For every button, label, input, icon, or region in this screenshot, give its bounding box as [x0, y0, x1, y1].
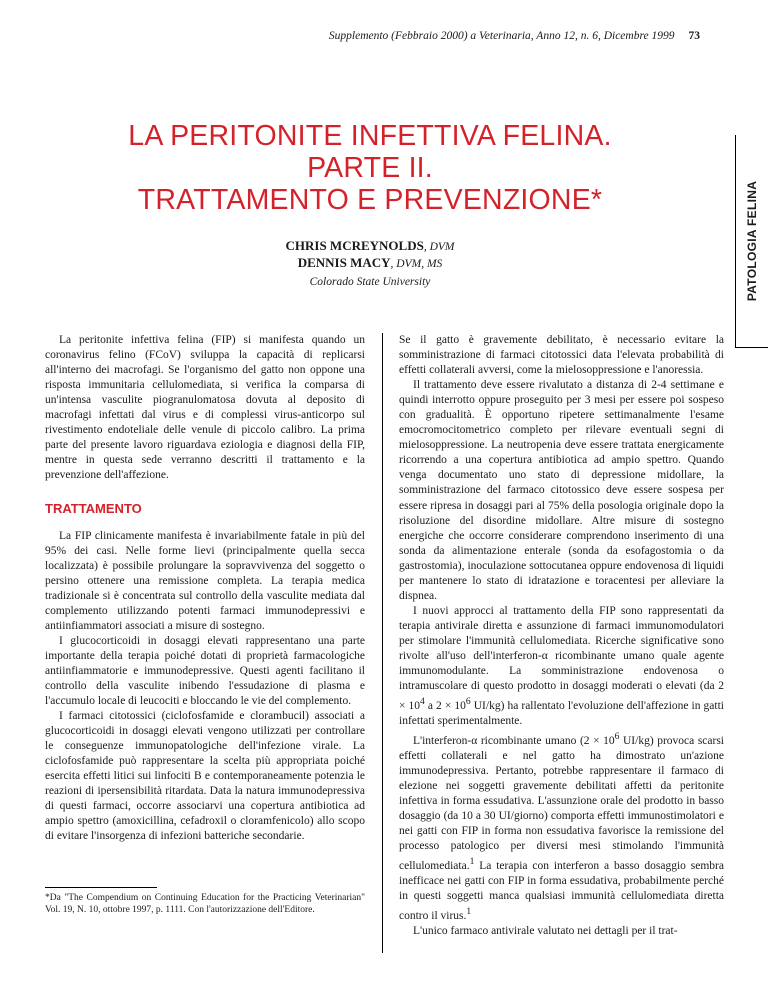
intro-paragraph: La peritonite infettiva felina (FIP) si manifesta quando un coronavirus felino (FCoV) sviluppa la capacità di replicarsi all'interno dei macrofagi. Se l'organismo del gatto non oppone una risposta immunitaria cellulomediata, si verifica la comparsa di un'intensa vasculite piogranulomatosa dovuta al deposito di macrofagi infettati dal virus e di complessi virus-anticorpo sul rivestimento endoteliale delle venule di piccolo calibro. La prima parte del presente lavoro riguardava eziologia e diagnosi della FIP, mentre in questa sede verranno descritti il trattamento e la prevenzione dell'affezione.	[45, 334, 365, 482]
exponent: 4	[420, 696, 425, 708]
body-paragraph: Se il gatto è gravemente debilitato, è necessario evitare la somministrazione di farmaci citotossici data l'elevata probabilità di effetti collaterali avversi, come la mielosoppressione e l'anoressia.	[399, 334, 724, 377]
section-heading-trattamento: TRATTAMENTO	[45, 501, 142, 517]
title-line-1: LA PERITONITE INFETTIVA FELINA.	[128, 120, 612, 152]
title-line-2: PARTE II.	[307, 152, 433, 184]
right-column	[399, 333, 724, 939]
text-run: L'interferon-α ricombinante umano (2 × 10	[413, 734, 615, 747]
body-paragraph	[399, 604, 724, 729]
body-paragraph: I farmaci citotossici (ciclofosfamide e clorambucil) associati a glucocorticoidi in dosaggi elevati vengono utilizzati per controllare le conseguenze immunopatologiche dell'infezione virale. La ciclofosfamide può rappresentare la scelta più appropriata poiché esercita effetti litici sui linfociti B e contemporaneamente potenzia le reazioni di ipersensibilità ritardata. Data la natura immunodepressiva di questi farmaci, occorre associarvi una copertura antibiotica ad ampio spettro (amoxicillina, cefadroxil o cloramfenicolo) allo scopo di evitare l'insorgenza di infezioni batteriche secondarie.	[45, 710, 365, 843]
body-paragraph	[399, 729, 724, 924]
exponent: 6	[614, 731, 620, 743]
reference-marker: 1	[466, 906, 472, 918]
author-1-name: CHRIS MCREYNOLDS	[285, 238, 424, 253]
footnote-rule	[45, 887, 157, 888]
author-1-degree: , DVM	[423, 241, 455, 253]
reference-marker: 1	[469, 856, 475, 868]
text-run: La terapia con interferon a basso dosaggio sembra inefficace nei gatti con FIP in forma essudativa, probabilmente perché in questi soggetti manca qualsiasi immunità cellulomediata diretta contro il virus.	[399, 860, 724, 923]
title-line-3: TRATTAMENTO E PREVENZIONE*	[137, 184, 603, 216]
author-1	[0, 238, 740, 255]
footnote: *Da "The Compendium on Continuing Education for the Practicing Veterinarian" Vol. 19, N. 10, ottobre 1997, p. 1111. Con l'autorizzazione dell'Editore.	[45, 892, 365, 915]
page-number: 73	[688, 30, 700, 42]
running-head-text: Supplemento (Febbraio 2000) a Veterinaria, Anno 12, n. 6, Dicembre 1999	[328, 30, 675, 42]
text-run: a 2 × 10	[424, 699, 466, 712]
affiliation: Colorado State University	[309, 276, 431, 288]
author-2-degree: , DVM, MS	[390, 258, 443, 270]
body-paragraph: La FIP clinicamente manifesta è invariabilmente fatale in più del 95% dei casi. Nelle forme lievi (principalmente quella secca localizzata) è possibile prolungare la sopravvivenza del soggetto o persino ottenere una remissione completa. La terapia medica tradizionale si è concentrata sul controllo della vasculite mediata dal complemento utilizzando potenti farmaci immunodepressivi e antiinfiammatori associati a misure di sostegno.	[45, 529, 365, 632]
author-block	[0, 238, 740, 290]
author-2-name: DENNIS MACY	[297, 255, 391, 270]
text-run: UI/kg) ha rallentato l'evoluzione dell'affezione in gatti infettati sperimentalmente.	[399, 699, 724, 727]
author-2	[0, 255, 740, 272]
left-column	[45, 333, 365, 916]
body-paragraph: Il trattamento deve essere rivalutato a distanza di 2-4 settimane e quindi interrotto oppure proseguito per 3 mesi per essere poi sospeso con gradualità. È opportuno ripetere settimanalmente l'esame emocromocitometrico completo per rilevare eventuali segni di mielosoppressione. La neutropenia deve essere trattata energicamente ricorrendo a una copertura antibiotica ad ampio spettro. Quando venga documentato uno stato di depressione midollare, la somministrazione del farmaco citotossico deve essere sospesa per essere ripresa in dosaggi pari al 75% della posologia originale dopo la risoluzione del disordine midollare. Altre misure di sostegno energiche che occorre considerare comprendono inserimento di una sonda da alimentazione enterale (sonda da esofagostomia o da gastrostomia), inoculazione sottocutanea oppure endovenosa di liquidi per mantenere lo stato di idratazione e toracentesi per alleviare la dispnea.	[399, 379, 724, 602]
exponent: 6	[465, 696, 471, 708]
running-header	[0, 30, 700, 42]
body-paragraph: L'unico farmaco antivirale valutato nei dettagli per il trat-	[413, 925, 678, 938]
body-paragraph: I glucocorticoidi in dosaggi elevati rappresentano una parte importante della terapia poiché dotati di proprietà farmacologiche antiinfiammatorie e immunodepressive. Questi agenti facilitano il controllo della vasculite inibendo l'essudazione di plasma e l'accumulo locale di leucociti e bloccando le vie del complemento.	[45, 634, 365, 708]
column-divider	[382, 333, 383, 953]
text-run: UI/kg) provoca scarsi effetti collaterali e nel gatto ha dimostrato un'azione immunodepressiva. Pertanto, potrebbe rappresentare il farmaco di elezione nei soggetti gravemente debilitati affetti da peritonite infettiva in forma essudativa. L'assunzione orale del prodotto in basso dosaggio (da 10 a 30 UI/giorno) comporta effetti immunostimolatori e nei gatti con FIP in forma non essudativa favorisce la remissione del processo patologico per diversi mesi stimolando l'immunità cellulomediata.	[399, 734, 725, 873]
text-run: I nuovi approcci al trattamento della FIP sono rappresentati da terapia antivirale diretta e assunzione di farmaci immunomodulatori per stimolare l'immunità cellulomediata. Ricerche significative sono rivolte all'uso dell'interferon-α ricombinante umano quale agente immunomodulante. La somministrazione endovenosa o intramuscolare di questo prodotto in dosaggi moderati o elevati (da 2 × 10	[399, 604, 724, 712]
article-title	[70, 120, 670, 216]
side-tab-label: PATOLOGIA FELINA	[745, 180, 759, 302]
